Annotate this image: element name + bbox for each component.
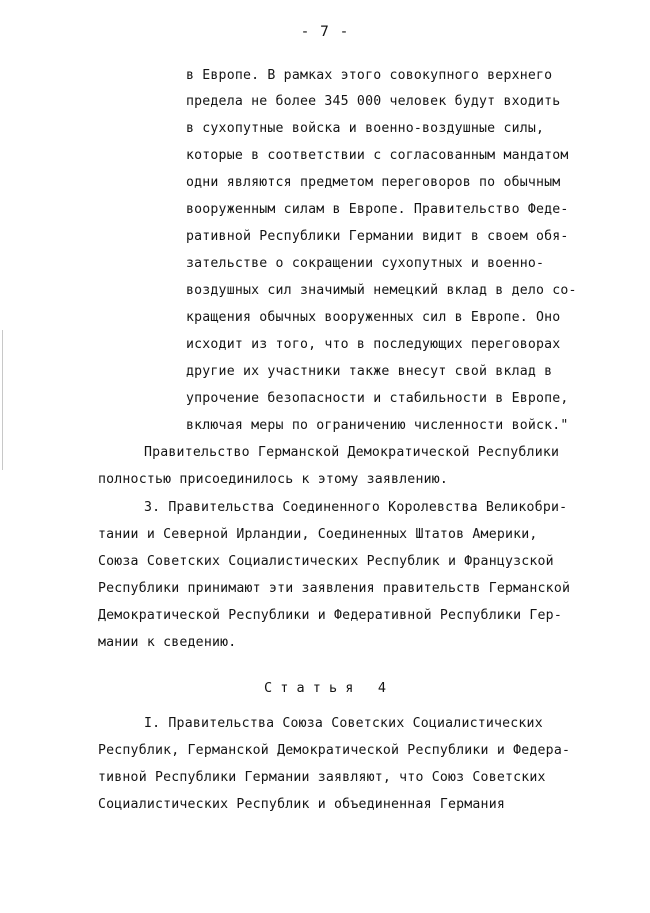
text-line: Демократической Республики и Федеративной Республики Гер- [98,608,562,623]
text-line: кращения обычных вооруженных сил в Европе. Оно [186,310,561,325]
text-line: Республики принимают эти заявления правительств Германской [98,581,571,596]
text-line: в Европе. В рамках этого совокупного верхнего [186,68,553,83]
text-line: предела не более 345 000 человек будут входить [186,94,561,109]
text-line: полностью присоединилось к этому заявлению. [98,472,449,487]
text-line: Социалистических Республик и объединенная Германия [98,797,505,812]
text-line: тании и Северной Ирландии, Соединенных Штатов Америки, [98,527,538,542]
text-line: зательстве о сокращении сухопутных и военно- [186,256,545,271]
text-line: другие их участники также внесут свой вклад в [186,364,553,379]
article-heading [0,680,650,696]
text-line: которые в соответствии с согласованным мандатом [186,148,569,163]
page-number: - 7 - [300,24,350,40]
text-line: в сухопутные войска и военно-воздушные силы, [186,121,545,136]
text-line: Республик, Германской Демократической Республики и Федера- [98,743,571,758]
text-line: исходит из того, что в последующих переговорах [186,337,561,352]
text-line: Правительство Германской Демократической Республики [144,445,560,460]
text-line: включая меры по ограничению численности войск." [186,418,569,433]
text-line: ративной Республики Германии видит в своем обя- [186,229,569,244]
text-line: Союза Советских Социалистических Республик и Французской [98,554,554,569]
text-line: упрочение безопасности и стабильности в Европе, [186,391,569,406]
text-line: одни являются предметом переговоров по обычным [186,175,561,190]
text-line: воздушных сил значимый немецкий вклад в дело со- [186,283,577,298]
text-line: вооруженным силам в Европе. Правительство Феде- [186,202,569,217]
text-line: мании к сведению. [98,635,237,650]
text-line: тивной Республики Германии заявляют, что Союз Советских [98,770,546,785]
scan-edge-mark [2,330,3,470]
text-line: I. Правительства Союза Советских Социалистических [144,716,543,731]
article-heading-text: С т а т ь я 4 [264,680,386,696]
text-line: 3. Правительства Соединенного Королевства Великобри- [144,500,568,515]
